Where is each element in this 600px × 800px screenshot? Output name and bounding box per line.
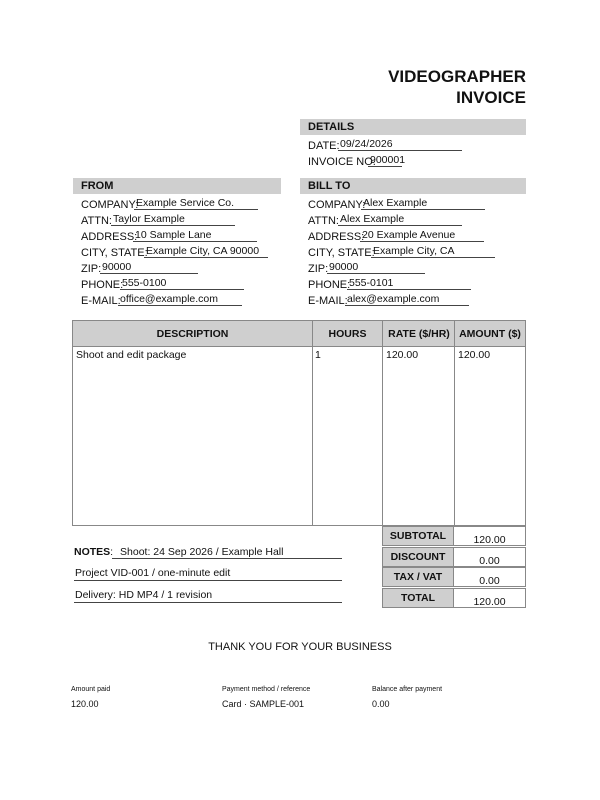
col-header-amount: AMOUNT ($): [455, 321, 525, 347]
row-hours: 1: [315, 349, 321, 361]
bill-email-field: [308, 291, 518, 307]
invoice-no-field: [308, 152, 468, 168]
from-phone-label: PHONE:: [81, 279, 124, 291]
tax-label: TAX / VAT: [382, 567, 454, 587]
from-phone-value: 555-0100: [120, 276, 244, 290]
from-zip-field: [81, 259, 281, 275]
balance-label: Balance after payment: [372, 686, 443, 693]
notes-colon: :: [110, 546, 114, 558]
from-phone-field: [81, 275, 281, 291]
bill-city-value: Example City, CA: [371, 244, 495, 258]
line-items-table: [72, 320, 526, 526]
invoice-no-label: INVOICE NO.: [308, 156, 376, 168]
notes-line1: [74, 546, 283, 558]
bill-phone-field: [308, 275, 518, 291]
from-zip-label: ZIP:: [81, 263, 102, 275]
row-amount: 120.00: [458, 349, 491, 361]
notes-underline: [74, 580, 342, 581]
subtotal-label: SUBTOTAL: [382, 526, 454, 546]
bill-city-label: CITY, STATE:: [308, 247, 375, 259]
bill-company-label: COMPANY:: [308, 199, 366, 211]
notes-line3: Delivery: HD MP4 / 1 revision: [75, 589, 213, 601]
from-company-label: COMPANY:: [81, 199, 139, 211]
date-field: [308, 136, 468, 152]
tax-value: 0.00: [454, 567, 526, 587]
discount-label: DISCOUNT: [382, 547, 454, 567]
column-divider: [382, 321, 383, 525]
col-header-rate: RATE ($/HR): [383, 321, 455, 347]
bill-company-field: [308, 195, 518, 211]
bill-phone-value: 555-0101: [347, 276, 471, 290]
bill-address-field: [308, 227, 518, 243]
notes-line1-text: Shoot: 24 Sep 2026 / Example Hall: [120, 546, 284, 558]
total-value: 120.00: [454, 588, 526, 608]
from-city-label: CITY, STATE:: [81, 247, 148, 259]
total-label: TOTAL: [382, 588, 454, 608]
from-city-value: Example City, CA 90000: [144, 244, 268, 258]
bill-attn-value: Alex Example: [338, 212, 462, 226]
invoice-no-value: 900001: [370, 154, 406, 166]
date-label: DATE:: [308, 140, 340, 152]
from-zip-value: 90000: [100, 260, 198, 274]
amount-paid-value: 120.00: [71, 699, 99, 709]
bill-zip-field: [308, 259, 518, 275]
from-city-field: [81, 243, 281, 259]
discount-value: 0.00: [454, 547, 526, 567]
notes-underline: [112, 558, 342, 559]
bill-attn-label: ATTN:: [308, 215, 339, 227]
thank-you-message: THANK YOU FOR YOUR BUSINESS: [208, 641, 392, 653]
bill-city-field: [308, 243, 518, 259]
bill-address-label: ADDRESS:: [308, 231, 365, 243]
amount-paid-label: Amount paid: [71, 686, 111, 693]
row-rate: 120.00: [386, 349, 419, 361]
bill-address-value: 20 Example Avenue: [360, 228, 484, 242]
from-company-field: [81, 195, 281, 211]
bill-zip-value: 90000: [327, 260, 425, 274]
col-header-description: DESCRIPTION: [73, 321, 312, 347]
from-address-value: 10 Sample Lane: [133, 228, 257, 242]
details-header: DETAILS: [300, 119, 526, 135]
bill-phone-label: PHONE:: [308, 279, 351, 291]
from-header: FROM: [73, 178, 281, 194]
notes-underline: [74, 602, 342, 603]
invoice-title: [388, 66, 526, 108]
payment-method-value: Card · SAMPLE-001: [222, 699, 305, 709]
from-address-field: [81, 227, 281, 243]
bill-to-header: BILL TO: [300, 178, 526, 194]
row-description: Shoot and edit package: [76, 349, 187, 361]
bill-company-value: Alex Example: [361, 196, 485, 210]
from-attn-field: [81, 211, 281, 227]
column-divider: [454, 321, 455, 525]
subtotal-value: 120.00: [454, 526, 526, 546]
balance-value: 0.00: [372, 699, 390, 709]
payment-method-label: Payment method / reference: [222, 686, 311, 693]
from-address-label: ADDRESS:: [81, 231, 138, 243]
bill-email-label: E-MAIL:: [308, 295, 348, 307]
notes-line2: Project VID-001 / one-minute edit: [75, 567, 231, 579]
from-attn-label: ATTN:: [81, 215, 112, 227]
from-email-field: [81, 291, 281, 307]
notes-label: NOTES: [74, 546, 111, 558]
col-header-hours: HOURS: [312, 321, 383, 347]
bill-attn-field: [308, 211, 518, 227]
date-value: 09/24/2026: [338, 137, 462, 151]
from-email-value: office@example.com: [118, 292, 242, 306]
invoice-title-line2: INVOICE: [456, 88, 526, 107]
bill-zip-label: ZIP:: [308, 263, 329, 275]
invoice-title-line1: VIDEOGRAPHER: [388, 67, 526, 86]
from-company-value: Example Service Co.: [134, 196, 258, 210]
from-email-label: E-MAIL:: [81, 295, 121, 307]
from-attn-value: Taylor Example: [111, 212, 235, 226]
bill-email-value: alex@example.com: [345, 292, 469, 306]
column-divider: [312, 321, 313, 525]
